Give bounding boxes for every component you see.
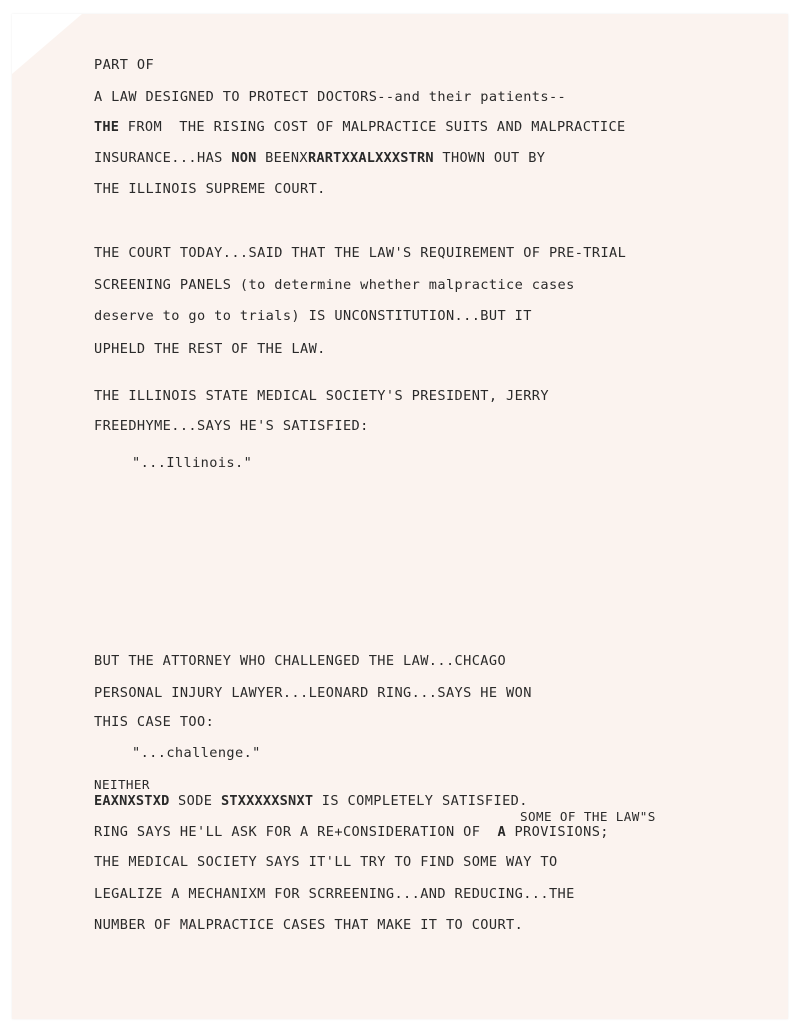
- line-text: FREEDHYME...SAYS HE'S SATISFIED:: [94, 418, 369, 434]
- quote-line: [132, 747, 261, 761]
- struck-text: RARTXXALXXXSTRN: [308, 150, 434, 166]
- line-text: NUMBER OF MALPRACTICE CASES THAT MAKE IT TO COURT.: [94, 917, 524, 933]
- text-line: [94, 59, 154, 73]
- text-line: [94, 919, 523, 933]
- line-text: IS COMPLETELY SATISFIED.: [313, 793, 528, 809]
- text-line: [94, 888, 575, 902]
- text-line: [94, 152, 545, 166]
- line-text: THIS CASE TOO:: [94, 714, 215, 730]
- text-line: [94, 121, 626, 135]
- line-text: "...Illinois.": [132, 455, 253, 471]
- line-text: BEENX: [256, 150, 309, 166]
- struck-text: THE: [94, 119, 120, 135]
- text-line: [94, 826, 609, 840]
- text-line: [94, 795, 528, 809]
- line-text: THOWN OUT BY: [433, 150, 546, 166]
- struck-text: STXXXXXSNXT: [220, 793, 314, 809]
- line-text: UPHELD THE REST OF THE LAW.: [94, 341, 326, 357]
- line-text: A LAW DESIGNED TO PROTECT DOCTORS--and their patients--: [94, 89, 567, 105]
- line-text: PROVISIONS;: [505, 824, 609, 840]
- line-text: SODE: [169, 793, 221, 809]
- struck-text: NON: [231, 150, 257, 166]
- line-text: THE ILLINOIS STATE MEDICAL SOCIETY'S PRESIDENT, JERRY: [94, 388, 549, 404]
- line-text: FROM THE RISING COST OF MALPRACTICE SUITS AND MALPRACTICE: [119, 119, 626, 135]
- text-line: [94, 310, 532, 324]
- line-text: THE COURT TODAY...SAID THAT THE LAW'S REQUIREMENT OF PRE-TRIAL: [94, 245, 627, 261]
- struck-text: A: [497, 824, 506, 840]
- line-text: "...challenge.": [132, 745, 261, 761]
- line-text: PART OF: [94, 57, 155, 73]
- text-line: [520, 811, 656, 824]
- text-line: [94, 779, 150, 792]
- line-text: SCREENING PANELS (to determine whether malpractice cases: [94, 277, 575, 293]
- text-line: [94, 279, 575, 293]
- typewritten-page: [12, 14, 788, 1019]
- line-text: SOME OF THE LAW"S: [520, 809, 656, 824]
- line-text: deserve to go to trials) IS UNCONSTITUTION...BUT IT: [94, 308, 532, 324]
- text-line: [94, 655, 506, 669]
- line-text: BUT THE ATTORNEY WHO CHALLENGED THE LAW...CHCAGO: [94, 653, 507, 669]
- torn-corner: [12, 14, 82, 74]
- line-text: NEITHER: [94, 777, 150, 792]
- text-line: [94, 91, 566, 105]
- text-line: [94, 183, 326, 197]
- text-line: [94, 856, 558, 870]
- line-text: THE ILLINOIS SUPREME COURT.: [94, 181, 326, 197]
- quote-line: [132, 457, 252, 471]
- line-text: LEGALIZE A MECHANIXM FOR SCRREENING...AND REDUCING...THE: [94, 886, 575, 902]
- text-line: [94, 687, 532, 701]
- line-text: THE MEDICAL SOCIETY SAYS IT'LL TRY TO FIND SOME WAY TO: [94, 854, 558, 870]
- text-line: [94, 247, 626, 261]
- text-line: [94, 343, 326, 357]
- line-text: RING SAYS HE'LL ASK FOR A RE+CONSIDERATION OF: [94, 824, 498, 840]
- text-line: [94, 420, 369, 434]
- text-line: [94, 390, 549, 404]
- struck-text: EAXNXSTXD: [94, 793, 170, 809]
- line-text: PERSONAL INJURY LAWYER...LEONARD RING...SAYS HE WON: [94, 685, 532, 701]
- text-line: [94, 716, 214, 730]
- line-text: INSURANCE...HAS: [94, 150, 232, 166]
